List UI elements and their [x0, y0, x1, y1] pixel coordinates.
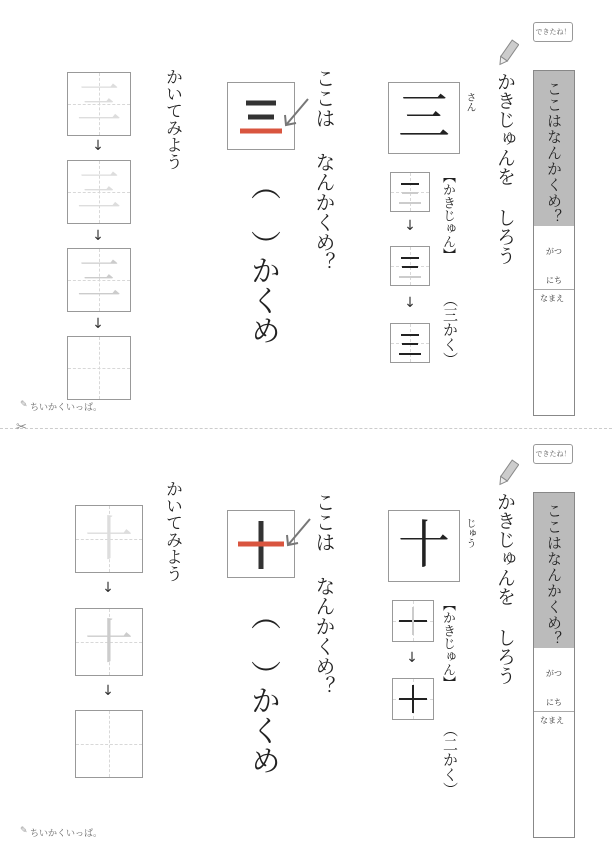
day-label: にち	[546, 698, 562, 707]
stroke-count: （三かく）	[441, 292, 459, 367]
pointer-arrow-icon	[280, 95, 312, 131]
side-panel-top	[533, 70, 575, 416]
footer-pencil-icon: ✎	[20, 826, 28, 836]
kanji-main: 三	[397, 88, 450, 148]
day-label: にち	[546, 276, 562, 285]
practice-kanji-trace: 十	[84, 511, 133, 567]
answer-paren[interactable]: （ ）	[245, 170, 280, 260]
scissors-icon: ✂	[16, 420, 27, 435]
step-box-2	[390, 246, 430, 286]
question-text: ここは なんかくめ？	[312, 68, 336, 272]
instruction-text: かきじゅんを しろう	[494, 492, 516, 685]
pencil-icon	[497, 458, 519, 488]
kanji-box-main	[388, 82, 460, 154]
practice-box-1[interactable]	[67, 72, 131, 136]
guide-line	[68, 368, 130, 369]
down-arrow-icon: ↓	[102, 580, 114, 596]
pencil-icon	[497, 38, 519, 68]
stroke-diagram-2	[391, 247, 429, 285]
practice-kanji-trace: 三	[77, 78, 121, 129]
footer-pencil-icon: ✎	[20, 400, 28, 410]
practice-box-4[interactable]	[67, 336, 131, 400]
step-box-1	[392, 600, 434, 642]
down-arrow-icon: ↓	[92, 138, 104, 154]
practice-label: かいてみよう	[162, 68, 182, 170]
answer-suffix: かくめ	[245, 255, 280, 345]
name-label[interactable]: なまえ	[540, 716, 564, 725]
down-arrow-icon: ↓	[102, 683, 114, 699]
date-divider	[534, 289, 574, 290]
step-box-3	[390, 323, 430, 363]
date-divider	[534, 711, 574, 712]
done-badge: できたね！	[533, 444, 573, 464]
practice-label: かいてみよう	[162, 480, 182, 582]
answer-paren[interactable]: （ ）	[245, 600, 280, 690]
down-arrow-icon: ↓	[92, 316, 104, 332]
practice-kanji-trace: 三	[77, 166, 121, 217]
down-arrow-icon: ↓	[404, 218, 416, 234]
side-panel-header	[534, 493, 574, 648]
practice-box-1[interactable]	[75, 505, 143, 573]
instruction-text: かきじゅんを しろう	[494, 72, 516, 265]
kakijun-label: 【かきじゅん】	[440, 598, 455, 689]
practice-box-2[interactable]	[75, 608, 143, 676]
down-arrow-icon: ↓	[406, 650, 418, 666]
kanji-box-main	[388, 510, 460, 582]
pointer-arrow-icon	[282, 515, 314, 551]
practice-box-3[interactable]	[75, 710, 143, 778]
practice-box-3[interactable]	[67, 248, 131, 312]
kakijun-label: 【かきじゅん】	[440, 170, 455, 261]
kanji-reading: さん	[464, 92, 475, 112]
question-text: ここは なんかくめ？	[312, 492, 336, 696]
footer-logo: ちいかくいっぱ。	[30, 829, 103, 839]
answer-suffix: かくめ	[245, 685, 280, 775]
step-box-1	[390, 172, 430, 212]
side-panel-title: ここはなんかくめ？	[545, 81, 563, 225]
done-badge: できたね！	[533, 22, 573, 42]
name-label[interactable]: なまえ	[540, 294, 564, 303]
practice-kanji-trace: 三	[77, 254, 121, 305]
down-arrow-icon: ↓	[404, 295, 416, 311]
footer-logo: ちいかくいっぱ。	[30, 403, 103, 413]
practice-box-2[interactable]	[67, 160, 131, 224]
side-panel-bottom	[533, 492, 575, 838]
down-arrow-icon: ↓	[92, 228, 104, 244]
month-label: がつ	[546, 247, 562, 256]
side-panel-title: ここはなんかくめ？	[545, 503, 563, 647]
practice-kanji-trace: 十	[84, 614, 133, 670]
stroke-diagram-1	[391, 173, 429, 211]
stroke-count: （二かく）	[441, 722, 459, 797]
side-panel-header	[534, 71, 574, 226]
month-label: がつ	[546, 669, 562, 678]
kanji-main: 十	[397, 516, 450, 576]
stroke-diagram-1	[393, 601, 433, 641]
stroke-diagram-3	[391, 324, 429, 362]
guide-line	[76, 744, 142, 745]
cut-line	[0, 428, 612, 429]
stroke-diagram-2	[393, 679, 433, 719]
step-box-2	[392, 678, 434, 720]
kanji-reading: じゅう	[464, 518, 475, 548]
